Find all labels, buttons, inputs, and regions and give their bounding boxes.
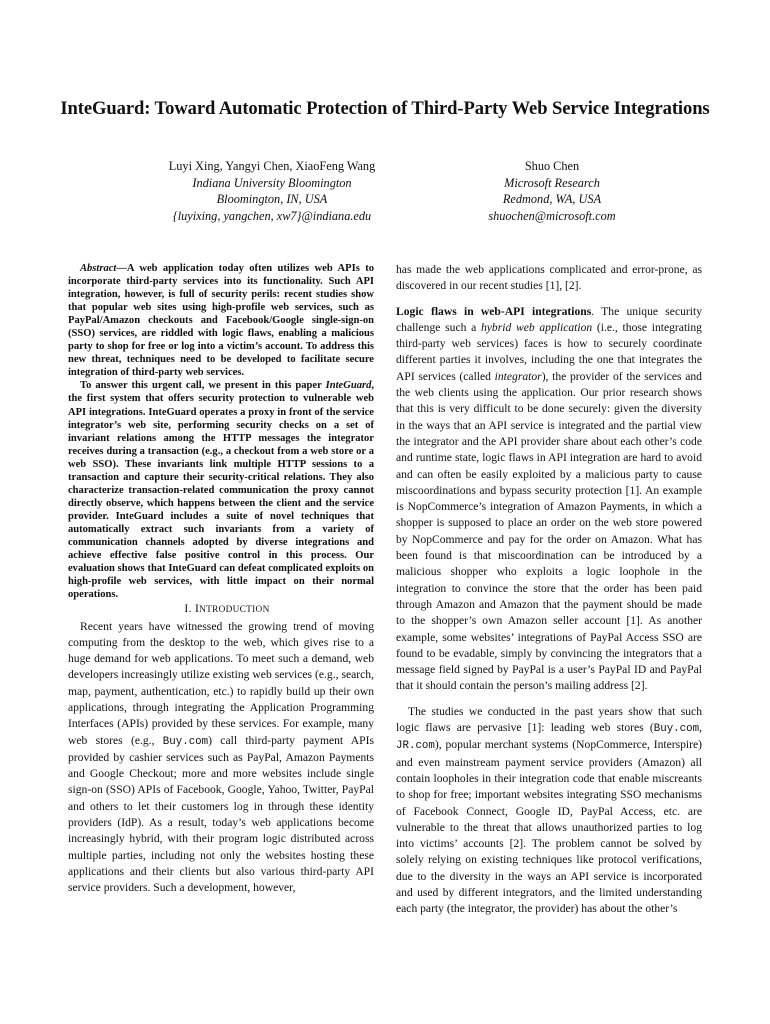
code-domain: JR.com	[396, 740, 435, 753]
abstract	[68, 262, 374, 601]
author-block-1	[150, 158, 394, 224]
abstract-label: Abstract	[80, 263, 117, 274]
author-names: Shuo Chen	[524, 159, 580, 173]
author-affiliation: Microsoft Research	[504, 175, 600, 190]
paper-title: InteGuard: Toward Automatic Protection of Third-Party Web Service Integrations	[60, 98, 710, 119]
intro-paragraph-1: Recent years have witnessed the growing trend of moving computing from the desktop to the web, which gives rise to a huge demand for web applications. To meet such a demand, web developers increasingly utilize existing web services (e.g., search, map, payment, authentication, etc.) to rapidly build up their own applications, through integrating the Application Programming Interfaces (APIs) provided by these services. For example, many web stores (e.g., Buy.com) call third-party payment APIs provided by cashier services such as PayPal, Amazon Payments and Google Checkout; more and more websites include single sign-on (SSO) APIs of Facebook, Google, Yahoo, Twitter, PayPal and others to let their customers log in through these identity providers (IdP). As a result, today’s web applications become increasingly hybrid, with their program logic distributed across multiple parties, including not only the websites hosting these applications and their clients but also various third-party API service providers. Such a development, however,	[68, 619, 374, 895]
author-affiliation: Indiana University Bloomington	[192, 175, 352, 190]
author-names: Luyi Xing, Yangyi Chen, XiaoFeng Wang	[168, 159, 376, 173]
code-domain: Buy.com	[162, 735, 209, 748]
abstract-paragraph-1: Abstract—A web application today often utilizes web APIs to incorporate third-party services into its functionality. Such API integration, however, is full of security perils: recent studies show that popular web sites using high-profile web services, such as PayPal/Amazon checkouts and Facebook/Google single-sign-on (SSO) services, are riddled with logic flaws, enabling a malicious party to shop for free or log into a victim’s account. To address this new threat, techniques need to be developed to facilitate secure integration of third-party web services.	[68, 263, 374, 379]
author-block-2	[440, 158, 664, 224]
code-domain: Buy.com	[653, 723, 700, 736]
section-heading-introduction: I. INTRODUCTION	[184, 602, 270, 616]
paragraph-heading: Logic flaws in web-API integrations	[396, 304, 592, 318]
intro-paragraph-2: Logic flaws in web-API integrations. The unique security challenge such a hybrid web application (i.e., those integrating third-party web services) faces is how to securely coordinate different parties it involves, including the one that integrates the API services (called integrator), the provider of the services and the web clients using the application. Our prior research shows that this is very difficult to be done securely: given the diversity in the ways that an API service is integrated and the partial view the integrator and the API provider share about each other’s code and runtime state, logic flaws in API integration are hard to avoid and can often be easily exploited by a malicious party to cause miscoordinations and bypass security protection [1]. An example is NopCommerce’s integration of Amazon Payments, in which a shopper is supposed to place an order on the web store powered by NopCommerce and pay for the order on Amazon. What has been found is that miscoordination can be introduced by a malicious shopper who exploits a logic loophole in the integration to convince the store that the order has been paid through Amazon and Amazon that the payment should be made to the shopper’s own Amazon seller account [1]. As another example, some websites’ integrations of PayPal Access SSO are found to be evadable, simply by convincing the integrators that a message field signed by PayPal is a user’s PayPal ID and PayPal that it should contain the person’s mailing address [2].	[396, 304, 702, 693]
intro-paragraph-3: The studies we conducted in the past years show that such logic flaws are pervasive [1]: leading web stores (Buy.com, JR.com), popular merchant systems (NopCommerce, Interspire) and even mainstream payment service providers (Amazon) all contain loopholes in their integration code that enable miscreants to shop for free; important websites integrating SSO mechanisms of Facebook Connect, Google ID, PayPal Access, etc. are vulnerable to the threat that allows unauthorized parties to log into victims’ accounts [2]. The problem cannot be solved by solely relying on existing techniques like protocol verifications, due to the diversity in the ways an API service is incorporated and used by different integrators, and the limited understanding each party (the integrator, the provider) has about the other’s	[396, 704, 702, 916]
left-column	[68, 262, 374, 897]
system-name: InteGuard	[325, 380, 372, 392]
author-email: {luyixing, yangchen, xw7}@indiana.edu	[172, 208, 372, 223]
author-location: Redmond, WA, USA	[502, 192, 602, 207]
abstract-paragraph-2: To answer this urgent call, we present in this paper InteGuard, the first system that offers security protection to vulnerable web API integrations. InteGuard operates a proxy in front of the service integrator’s web site, performing security checks on a set of invariant relations among the HTTP messages the integrator receives during a transaction (e.g., a checkout from a web store or a web SSO). These invariants link multiple HTTP sessions to a transaction and capture their security-critical relations. They also characterize transaction-related communication the proxy cannot directly observe, which happens between the client and the service provider. InteGuard includes a suite of novel techniques that automatically extract such invariants from a variety of communication channels adopted by diverse integrations and achieve effective false positive control in this process. Our evaluation shows that InteGuard can defeat complicated exploits on high-profile web services, with little impact on their normal operations.	[68, 380, 374, 601]
intro-paragraph-1-continued: has made the web applications complicated and error-prone, as discovered in our recent studies [1], [2].	[396, 263, 702, 293]
author-email: shuochen@microsoft.com	[488, 208, 616, 223]
right-column	[396, 262, 702, 918]
author-location: Bloomington, IN, USA	[216, 192, 328, 207]
